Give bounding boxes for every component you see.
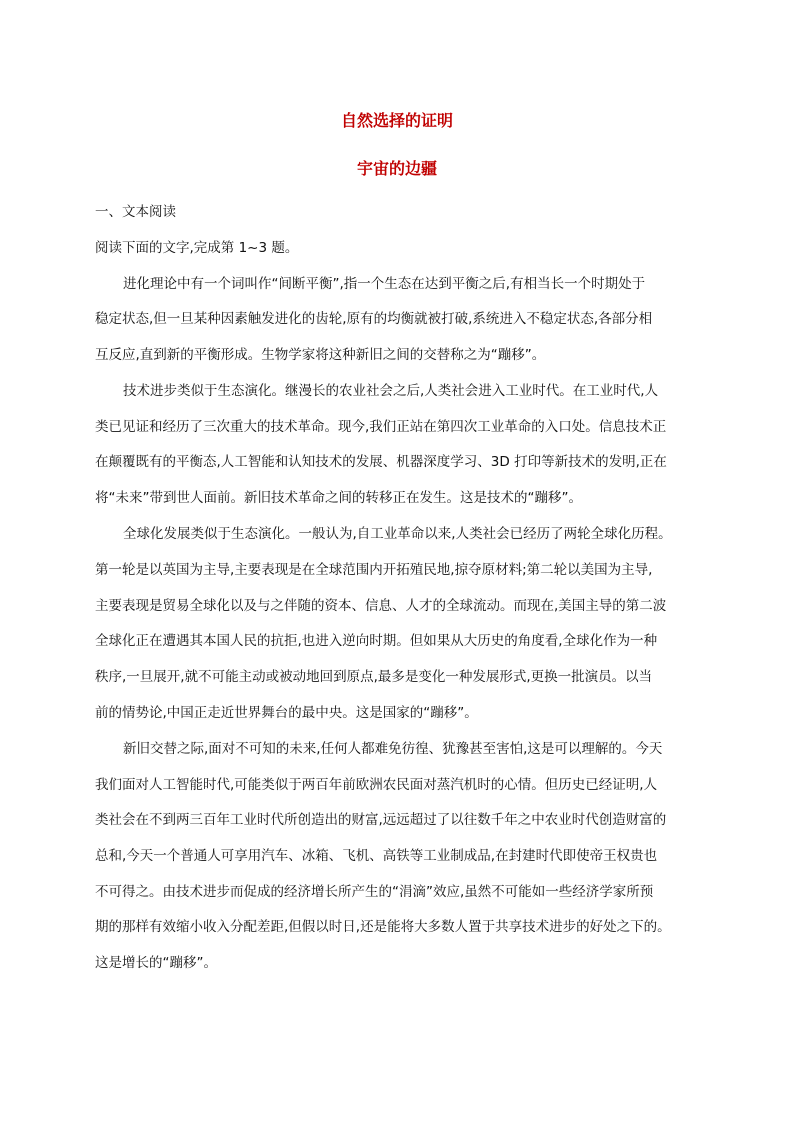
paragraph-2-line-1: 技术进步类似于生态演化。继漫长的农业社会之后,人类社会进入工业时代。在工业时代,人: [123, 383, 659, 399]
paragraph-3-line-6: 前的情势论,中国正走近世界舞台的最中央。这是国家的“蹦移”。: [95, 705, 478, 721]
document-subtitle: 宇宙的边疆: [356, 159, 437, 178]
paragraph-1-line-1: 进化理论中有一个词叫作“间断平衡”,指一个生态在达到平衡之后,有相当长一个时期处于: [123, 276, 646, 292]
paragraph-2-line-3: 在颠覆既有的平衡态,人工智能和认知技术的发展、机器深度学习、3D 打印等新技术的发明,正在: [95, 454, 667, 470]
paragraph-3-line-3: 主要表现是贸易全球化以及与之伴随的资本、信息、人才的全球流动。而现在,美国主导的第二波: [95, 598, 667, 614]
paragraph-3-line-2: 第一轮是以英国为主导,主要表现是在全球范围内开拓殖民地,掠夺原材料;第二轮以美国为主导,: [95, 562, 653, 578]
paragraph-1-line-3: 互反应,直到新的平衡形成。生物学家将这种新旧之间的交替称之为“蹦移”。: [95, 347, 546, 363]
paragraph-3-line-4: 全球化正在遭遇其本国人民的抗拒,也进入逆向时期。但如果从大历史的角度看,全球化作为一种: [95, 633, 658, 649]
document-title: 自然选择的证明: [340, 111, 453, 130]
section-heading: 一、文本阅读: [95, 204, 176, 220]
paragraph-3-line-1: 全球化发展类似于生态演化。一般认为,自工业革命以来,人类社会已经历了两轮全球化历程。: [123, 526, 672, 542]
paragraph-2-line-2: 类已见证和经历了三次重大的技术革命。现今,我们正站在第四次工业革命的入口处。信息技术正: [95, 419, 667, 435]
paragraph-2-line-4: 将“未来”带到世人面前。新旧技术革命之间的转移正在发生。这是技术的“蹦移”。: [95, 490, 582, 506]
paragraph-4-line-2: 我们面对人工智能时代,可能类似于两百年前欧洲农民面对蒸汽机时的心情。但历史已经证明,人: [95, 777, 658, 793]
paragraph-4-line-7: 这是增长的“蹦移”。: [95, 955, 217, 971]
paragraph-4-line-6: 期的那样有效缩小收入分配差距,但假以时日,还是能将大多数人置于共享技术进步的好处之下的。: [95, 919, 671, 935]
paragraph-4-line-1: 新旧交替之际,面对不可知的未来,任何人都难免彷徨、犹豫甚至害怕,这是可以理解的。今天: [123, 741, 663, 757]
reading-instruction: 阅读下面的文字,完成第 1~3 题。: [95, 240, 299, 256]
paragraph-3-line-5: 秩序,一旦展开,就不可能主动或被动地回到原点,最多是变化一种发展形式,更换一批演员。以当: [95, 669, 653, 685]
paragraph-1-line-2: 稳定状态,但一旦某种因素触发进化的齿轮,原有的均衡就被打破,系统进入不稳定状态,各部分相: [95, 311, 653, 327]
paragraph-4-line-4: 总和,今天一个普通人可享用汽车、冰箱、飞机、高铁等工业制成品,在封建时代即使帝王权贵也: [95, 848, 658, 864]
paragraph-4-line-5: 不可得之。由技术进步而促成的经济增长所产生的“涓滴”效应,虽然不可能如一些经济学家所预: [95, 884, 654, 900]
paragraph-4-line-3: 类社会在不到两三百年工业时代所创造出的财富,远远超过了以往数千年之中农业时代创造财富的: [95, 812, 667, 828]
